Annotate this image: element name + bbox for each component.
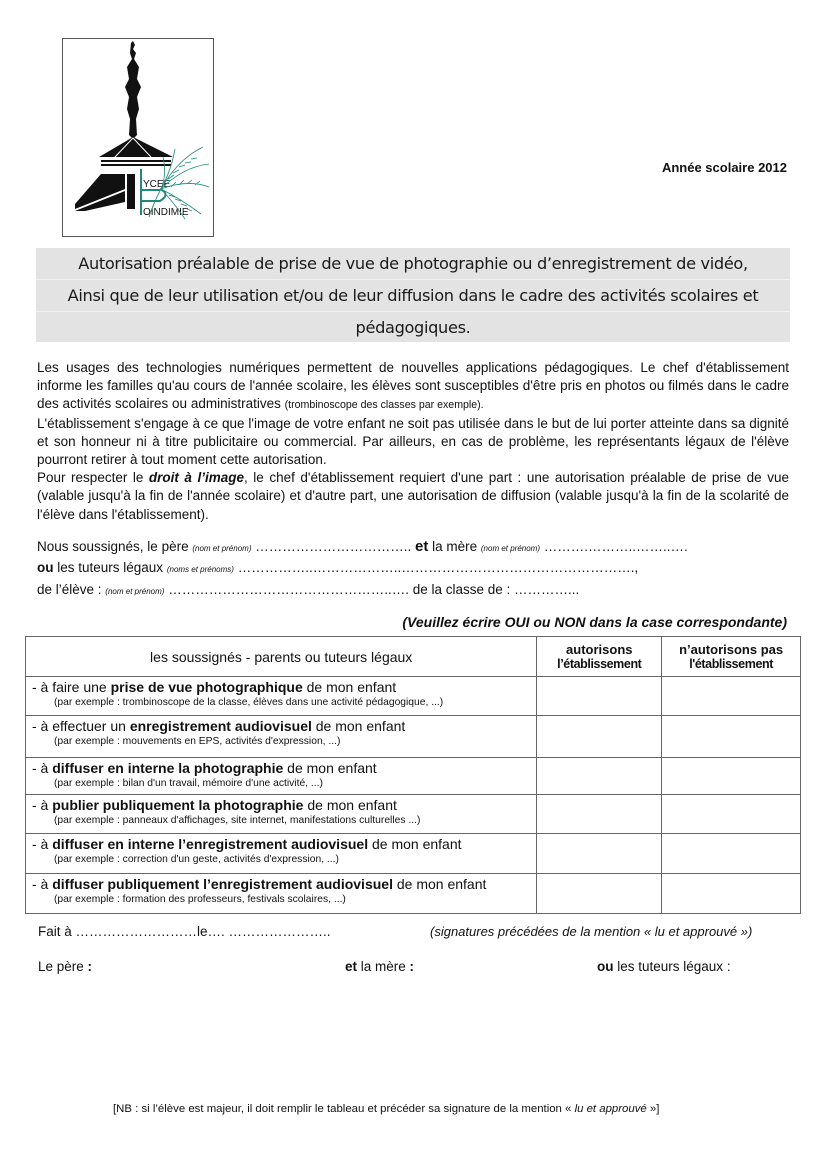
droit-image-emphasis: droit à l’image	[148, 470, 244, 486]
father-hint: (nom et prénom)	[192, 544, 252, 553]
intro-paragraph-2: L'établissement s'engage à ce que l'image de votre enfant ne soit pas utilisée dans le but de lui porter atteinte dans sa dignité et son honneur ni à titre publicitaire ou commercial. Par ailleurs, en cas de problème, les représentants légaux de l'élève pourront retirer à tout moment cette autorisation.	[37, 415, 789, 468]
table-row	[26, 874, 801, 914]
table-row	[26, 834, 801, 874]
row-example: (par exemple : formation des professeurs, festivals scolaires, ...)	[54, 894, 346, 905]
father-signature[interactable]	[38, 959, 92, 974]
row-example: (par exemple : bilan d'un travail, mémoire d'une activité, ...)	[54, 778, 323, 789]
tutors-label: les tuteurs légaux	[53, 560, 167, 575]
row-example: (par exemple : panneaux d'affichages, site internet, manifestations culturelles ...)	[54, 815, 421, 826]
header-autorisons-line2: l’établissement	[557, 656, 642, 671]
lycee-poindimie-logo-icon	[63, 39, 213, 236]
row-suffix: de mon enfant	[392, 876, 487, 892]
tutors-hint: (noms et prénoms)	[166, 565, 234, 574]
et-conjunction: et	[415, 538, 429, 555]
mother-signature-label: la mère	[357, 959, 410, 974]
tutors-signature-label: les tuteurs légaux :	[613, 959, 731, 974]
autorisons-cell[interactable]	[537, 795, 662, 834]
logo-text-oindimie: OINDIMIE	[143, 207, 189, 218]
intro-paragraph-3	[37, 469, 789, 524]
autorisons-cell[interactable]	[537, 874, 662, 914]
header-n-autorisons-pas	[662, 637, 801, 677]
footnote-end: »]	[646, 1103, 660, 1115]
row-prefix: - à	[32, 797, 53, 813]
student-hint: (nom et prénom)	[105, 587, 165, 596]
row-description	[26, 758, 537, 795]
row-action: prise de vue photographique	[110, 679, 303, 695]
student-name-field[interactable]: …………………………………………..….	[164, 582, 413, 597]
row-prefix: - à effectuer un	[32, 718, 130, 734]
authorization-table	[25, 636, 801, 914]
n-autorisons-pas-cell[interactable]	[662, 834, 801, 874]
autorisons-cell[interactable]	[537, 758, 662, 795]
table-header-row	[26, 637, 801, 677]
father-label: Nous soussignés, le père	[37, 539, 193, 554]
n-autorisons-pas-cell[interactable]	[662, 874, 801, 914]
intro-p3-after: , le chef d'établissement requiert d'une part : une autorisation préalable de prise de vue (valable jusqu'à la fin de l'année scolaire) et d'autre part, une autorisation de diffusion (valable jusqu'à la fin de la scolarité de l'élève dans l'établissement).	[37, 470, 789, 522]
row-description	[26, 716, 537, 758]
class-field[interactable]: de la classe de : …………...	[412, 582, 580, 597]
title-line-3: pédagogiques.	[36, 311, 790, 343]
header-soussignes: les soussignés - parents ou tuteurs légaux	[26, 637, 537, 677]
n-autorisons-pas-cell[interactable]	[662, 677, 801, 716]
row-action: diffuser publiquement l’enregistrement audiovisuel	[52, 876, 393, 892]
table-row	[26, 716, 801, 758]
table-row	[26, 795, 801, 834]
footnote	[113, 1103, 659, 1115]
tutors-ou: ou	[597, 959, 614, 974]
footnote-mention: lu et approuvé	[574, 1103, 647, 1115]
row-suffix: de mon enfant	[283, 760, 377, 776]
mother-label: la mère	[428, 539, 481, 554]
mother-name-field[interactable]: ……….………..……..….	[540, 539, 688, 554]
parent-fields	[37, 538, 797, 604]
tutors-signature[interactable]	[597, 959, 731, 974]
autorisons-cell[interactable]	[537, 677, 662, 716]
table-row	[26, 677, 801, 716]
mother-hint: (nom et prénom)	[480, 544, 541, 553]
table-row	[26, 758, 801, 795]
mother-colon: :	[409, 959, 415, 974]
intro-text	[37, 359, 789, 524]
row-action: diffuser en interne la photographie	[52, 760, 284, 776]
n-autorisons-pas-cell[interactable]	[662, 716, 801, 758]
intro-p3-before: Pour respecter le	[37, 470, 149, 486]
footnote-text: [NB : si l’élève est majeur, il doit remplir le tableau et précéder sa signature de la mention «	[113, 1103, 575, 1115]
row-suffix: de mon enfant	[302, 679, 397, 695]
n-autorisons-pas-cell[interactable]	[662, 758, 801, 795]
row-description	[26, 795, 537, 834]
autorisons-cell[interactable]	[537, 834, 662, 874]
mother-et: et	[345, 959, 358, 974]
ou-conjunction: ou	[37, 560, 54, 575]
tutors-line	[37, 560, 797, 582]
row-action: diffuser en interne l’enregistrement audiovisuel	[52, 836, 369, 852]
row-example: (par exemple : trombinoscope de la classe, élèves dans une activité pédagogique, ...)	[54, 697, 444, 708]
row-suffix: de mon enfant	[368, 836, 462, 852]
school-year: Année scolaire 2012	[661, 160, 787, 175]
title-line-2: Ainsi que de leur utilisation et/ou de leur diffusion dans le cadre des activités scolaires et	[36, 279, 790, 311]
row-example: (par exemple : correction d'un geste, activités d'expression, ...)	[54, 854, 339, 865]
intro-p1-example: (trombinoscope des classes par exemple).	[284, 399, 484, 412]
row-prefix: - à	[32, 876, 53, 892]
father-signature-label: Le père	[38, 959, 88, 974]
header-n-autorisons-line1: n’autorisons pas	[679, 641, 784, 657]
place-date-field[interactable]: Fait à ………………………le…. …………………..	[38, 924, 331, 939]
father-colon: :	[87, 959, 93, 974]
signature-mention: (signatures précédées de la mention « lu et approuvé »)	[430, 924, 753, 939]
header-autorisons-line1: autorisons	[566, 641, 633, 657]
student-label: de l’élève :	[37, 582, 106, 597]
father-name-field[interactable]: ……………………………..	[251, 539, 415, 554]
header-autorisons	[537, 637, 662, 677]
row-example: (par exemple : mouvements en EPS, activités d'expression, ...)	[54, 736, 341, 747]
row-prefix: - à	[32, 836, 53, 852]
row-suffix: de mon enfant	[311, 718, 406, 734]
row-description	[26, 874, 537, 914]
tutors-name-field[interactable]: ……………..………………..…………………………………………….,	[233, 560, 639, 575]
row-description	[26, 677, 537, 716]
autorisons-cell[interactable]	[537, 716, 662, 758]
n-autorisons-pas-cell[interactable]	[662, 795, 801, 834]
table-instruction: (Veuillez écrire OUI ou NON dans la case correspondante)	[402, 614, 787, 630]
student-line	[37, 582, 797, 604]
document-title	[36, 248, 790, 342]
row-description	[26, 834, 537, 874]
school-logo	[62, 38, 214, 237]
intro-paragraph-1	[37, 359, 789, 415]
parents-line	[37, 538, 797, 560]
logo-text-ycee: YCEE	[143, 179, 171, 190]
row-action: publier publiquement la photographie	[52, 797, 304, 813]
row-action: enregistrement audiovisuel	[129, 718, 312, 734]
header-n-autorisons-line2: l'établissement	[689, 656, 774, 671]
row-suffix: de mon enfant	[303, 797, 397, 813]
row-prefix: - à faire une	[32, 679, 111, 695]
intro-p1-text: Les usages des technologies numériques permettent de nouvelles applications pédagogiques. Le chef d'établissement informe les familles qu'au cours de l'année scolaire, les élèves sont susceptibles d'être pris en photos ou filmés dans le cadre des activités scolaires ou administratives	[37, 360, 789, 412]
title-line-1: Autorisation préalable de prise de vue de photographie ou d’enregistrement de vidéo,	[78, 254, 748, 273]
mother-signature[interactable]	[345, 959, 414, 974]
row-prefix: - à	[32, 760, 53, 776]
